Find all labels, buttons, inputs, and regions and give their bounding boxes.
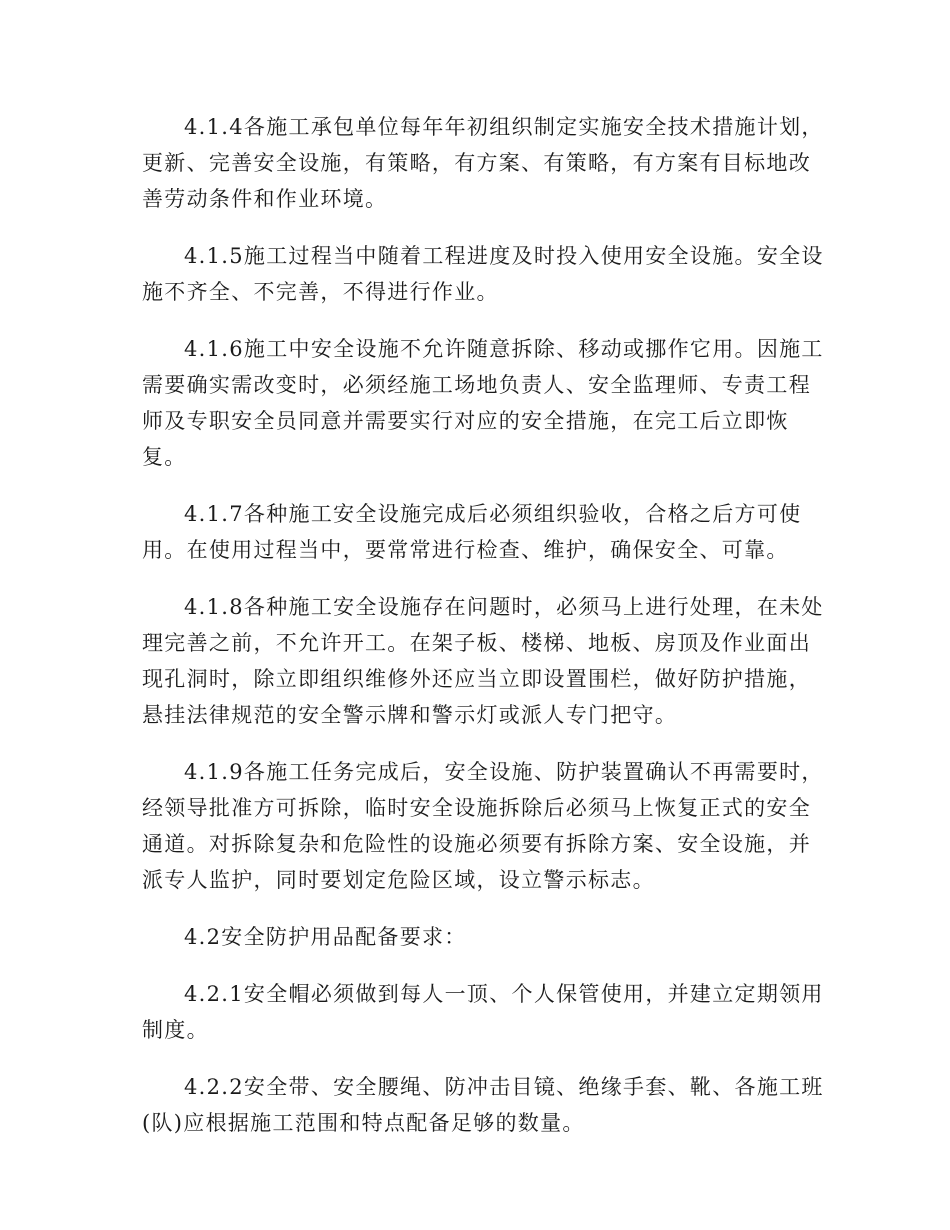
paragraph-line: 4.1.7各种施工安全设施完成后必须组织验收，合格之后方可使 [184,502,802,526]
paragraph-line: 更新、完善安全设施，有策略，有方案、有策略，有方案有目标地改 [142,151,811,175]
paragraph-line: 需要确实需改变时，必须经施工场地负责人、安全监理师、专责工程 [142,373,811,397]
paragraph-line: 4.1.5施工过程当中随着工程进度及时投入使用安全设施。安全设 [184,244,824,268]
paragraph-line: 善劳动条件和作业环境。 [142,187,388,211]
paragraph-4-1-5 [142,238,824,310]
paragraph-line: 派专人监护，同时要划定危险区域，设立警示标志。 [142,868,655,892]
paragraph-line: 复。 [142,445,187,469]
paragraph-line: 悬挂法律规范的安全警示牌和警示灯或派人专门把守。 [142,703,678,727]
paragraph-line: 4.1.8各种施工安全设施存在问题时，必须马上进行处理，在未处 [184,595,824,619]
paragraph-line: 施不齐全、不完善，不得进行作业。 [142,280,499,304]
paragraph-4-1-7 [142,496,812,568]
document-body [142,109,824,1162]
paragraph-line: 理完善之前，不允许开工。在架子板、楼梯、地板、房顶及作业面出 [142,631,811,655]
paragraph-line: 现孔洞时，除立即组织维修外还应当立即设置围栏，做好防护措施， [142,667,811,691]
paragraph-4-1-8 [142,589,824,733]
section-heading-4-2 [142,919,812,955]
paragraph-line: 通道。对拆除复杂和危险性的设施必须要有拆除方案、安全设施，并 [142,832,811,856]
paragraph-4-1-6 [142,331,824,475]
section-heading-text: 4.2安全防护用品配备要求： [184,925,467,949]
paragraph-line: 用。在使用过程当中，要常常进行检查、维护，确保安全、可靠。 [142,538,789,562]
paragraph-line: 师及专职安全员同意并需要实行对应的安全措施，在完工后立即恢 [142,409,789,433]
paragraph-line: 4.1.6施工中安全设施不允许随意拆除、移动或挪作它用。因施工 [184,337,824,361]
paragraph-line: 经领导批准方可拆除，临时安全设施拆除后必须马上恢复正式的安全 [142,796,811,820]
paragraph-4-2-1 [142,976,824,1048]
paragraph-line: 制度。 [142,1018,209,1042]
paragraph-4-1-4 [142,109,824,217]
paragraph-4-1-9 [142,754,824,898]
paragraph-4-2-2 [142,1069,824,1141]
paragraph-line: 4.2.2安全带、安全腰绳、防冲击目镜、绝缘手套、靴、各施工班 [184,1075,824,1099]
paragraph-line: 4.1.4各施工承包单位每年年初组织制定实施安全技术措施计划， [184,115,824,139]
paragraph-line: (队)应根据施工范围和特点配备足够的数量。 [142,1111,585,1135]
paragraph-line: 4.1.9各施工任务完成后，安全设施、防护装置确认不再需要时， [184,760,824,784]
paragraph-line: 4.2.1安全帽必须做到每人一顶、个人保管使用，并建立定期领用 [184,982,824,1006]
